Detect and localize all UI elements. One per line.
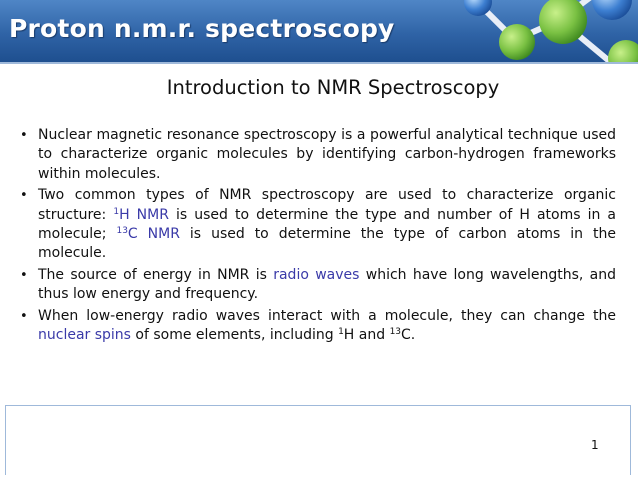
- c-nmr-label: C NMR: [127, 226, 180, 243]
- bullet-text-part: of some elements, including: [130, 327, 339, 344]
- bullet-text-part: is used to determine the type and number of H atoms in a molecule;: [38, 206, 616, 243]
- bullet-text-part: When low-energy radio waves interact with a molecule, they can change the: [38, 307, 616, 324]
- radio-waves-term: radio waves: [273, 266, 360, 283]
- h-nmr-term: [113, 207, 169, 223]
- bullet-text-part: is used to determine the type of carbon atoms in the molecule.: [38, 226, 617, 262]
- slide-heading: Introduction to NMR Spectroscopy: [166, 76, 500, 99]
- bullet-text-part: The source of energy in NMR is: [38, 266, 274, 283]
- bullet-dot: •: [20, 308, 28, 324]
- banner-divider: [0, 62, 638, 64]
- bullet-text-part: Two common types of NMR spectroscopy are used to characterize organic structure:: [38, 187, 616, 223]
- h-nmr-label: H NMR: [119, 206, 169, 223]
- superscript: 13: [116, 226, 128, 237]
- footer-box: [5, 405, 631, 475]
- bullet-text-part: H and: [343, 327, 390, 344]
- bullet-item: [18, 266, 616, 305]
- bullet-dot: •: [20, 128, 28, 143]
- bullet-text-part: which have long wavelengths, and thus low energy and frequency.: [38, 266, 616, 303]
- bullet-dot: •: [20, 188, 28, 204]
- banner-title: Proton n.m.r. spectroscopy: [9, 14, 395, 43]
- header-banner: [0, 0, 638, 62]
- bullet-text-part: C.: [401, 327, 416, 344]
- page-number: 1: [591, 438, 599, 452]
- nuclear-spins-term: nuclear spins: [38, 327, 131, 344]
- bullet-list: [18, 126, 616, 347]
- superscript: 1: [338, 327, 344, 338]
- superscript: 13: [389, 327, 402, 338]
- bullet-text: Nuclear magnetic resonance spectroscopy is a powerful analytical technique used to characterize organic molecules by identifying carbon-hydrogen frameworks within molecules.: [38, 127, 616, 182]
- bullet-item: [18, 186, 616, 264]
- c-nmr-term: [116, 226, 179, 242]
- bullet-item: [18, 307, 616, 346]
- superscript: 1: [113, 206, 120, 217]
- bullet-dot: •: [20, 267, 28, 283]
- bullet-item: [18, 126, 616, 184]
